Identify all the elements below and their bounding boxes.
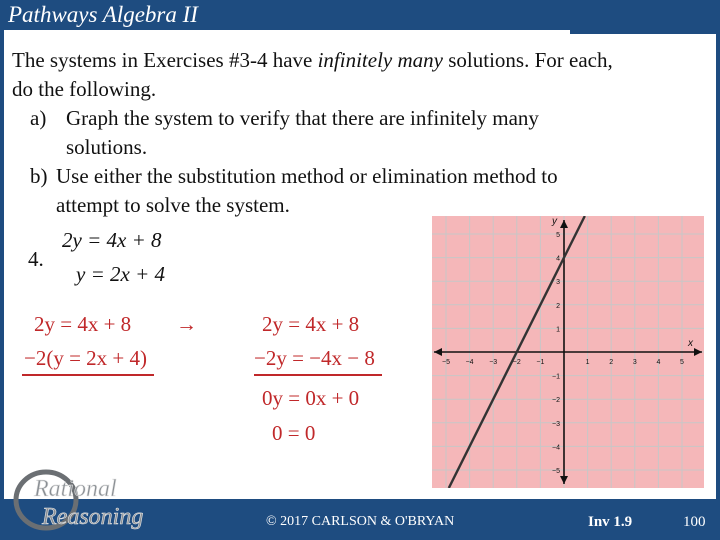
step-a-text-2: solutions. — [66, 135, 148, 159]
exercise-equation-1: 2y = 4x + 8 — [62, 228, 162, 252]
exercise-equation-2: y = 2x + 4 — [76, 262, 165, 286]
work-left-line-2: −2(y = 2x + 4) — [24, 346, 148, 370]
logo-line-1: Rational — [34, 476, 117, 502]
x-tick-label: −4 — [465, 359, 474, 366]
work-arrow: → — [176, 312, 197, 336]
step-a-text-1: Graph the system to verify that there are infinitely many — [66, 106, 539, 130]
y-tick-label: 4 — [556, 255, 560, 263]
work-right-line-2: −2y = −4x − 8 — [254, 346, 375, 370]
page-number: 100 — [683, 514, 706, 530]
y-tick-label: −2 — [552, 397, 560, 405]
intro-line-1-end: solutions. For each, — [442, 48, 613, 72]
slide-title: Pathways Algebra II — [8, 2, 198, 27]
x-tick-label: 1 — [585, 359, 590, 366]
x-tick-label: −2 — [512, 359, 521, 366]
x-tick-label: −1 — [536, 359, 545, 366]
intro-line-1-emphasis: infinitely many — [317, 48, 443, 72]
y-tick-label: −4 — [552, 444, 560, 452]
copyright-text: © 2017 CARLSON & O'BRYAN — [266, 514, 455, 529]
investigation-number: Inv 1.9 — [588, 514, 633, 530]
coordinate-graph — [432, 216, 704, 488]
y-tick-label: −1 — [552, 373, 560, 381]
x-tick-label: 5 — [680, 359, 684, 366]
step-b-label: b) — [30, 164, 48, 188]
x-axis-label: x — [688, 338, 693, 349]
x-tick-label: −3 — [489, 359, 498, 366]
work-right-line-1: 2y = 4x + 8 — [262, 312, 360, 336]
title-underline — [4, 30, 570, 34]
rational-reasoning-logo — [6, 466, 186, 534]
y-tick-label: 1 — [556, 326, 560, 334]
step-b-text-2: attempt to solve the system. — [56, 193, 290, 217]
logo-line-2: Reasoning — [42, 504, 144, 530]
y-tick-label: 3 — [556, 279, 560, 287]
y-axis-label: y — [552, 216, 557, 227]
x-tick-label: 2 — [609, 359, 614, 366]
work-left-underline — [22, 374, 154, 376]
y-tick-label: 2 — [556, 302, 560, 310]
work-right-underline — [254, 374, 382, 376]
work-right-line-4: 0 = 0 — [272, 421, 316, 445]
x-tick-label: 3 — [632, 359, 637, 366]
y-tick-label: 5 — [556, 232, 560, 239]
intro-line-1 — [12, 48, 613, 73]
exercise-number: 4. — [28, 247, 44, 271]
intro-line-2: do the following. — [12, 77, 157, 101]
step-a-label: a) — [30, 106, 47, 130]
header-bar — [0, 0, 720, 34]
intro-line-1-start: The systems in Exercises #3-4 have — [12, 48, 318, 72]
x-tick-label: 4 — [656, 359, 661, 366]
y-tick-label: −5 — [552, 468, 560, 475]
step-b-text-1: Use either the substitution method or elimination method to — [56, 164, 558, 188]
y-tick-label: −3 — [552, 420, 560, 428]
x-tick-label: −5 — [442, 359, 450, 366]
work-right-line-3: 0y = 0x + 0 — [262, 386, 360, 410]
work-left-line-1: 2y = 4x + 8 — [34, 312, 132, 336]
